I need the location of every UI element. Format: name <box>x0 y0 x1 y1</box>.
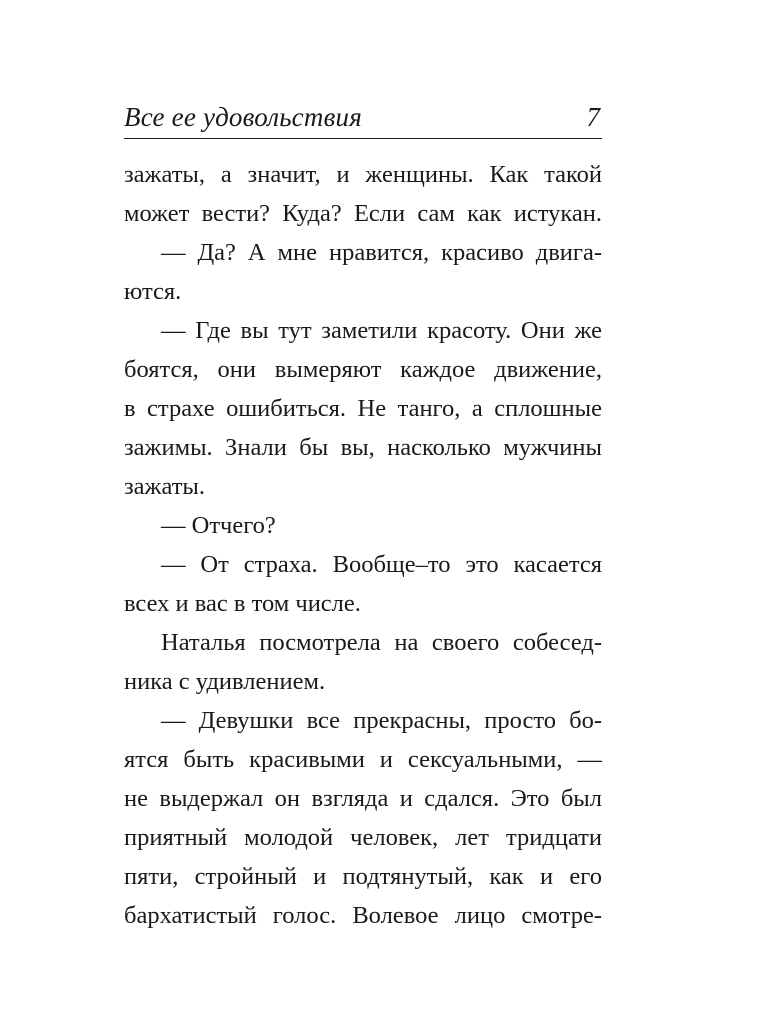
text-line: боятся, они вымеряют каждое движение, <box>124 356 602 383</box>
text-line: — От страха. Вообще–то это касается <box>161 551 602 578</box>
text-line: не выдержал он взгляда и сдался. Это был <box>124 785 602 812</box>
text-line: зажимы. Знали бы вы, насколько мужчины <box>124 434 602 461</box>
text-line: ника с удивлением. <box>124 668 326 695</box>
body-text <box>124 155 602 935</box>
text-line: зажаты, а значит, и женщины. Как такой <box>124 161 602 188</box>
running-title: Все ее удовольствия <box>124 102 362 132</box>
text-line: Наталья посмотрела на своего собесед- <box>161 629 602 656</box>
running-header <box>124 98 602 139</box>
text-line: — Где вы тут заметили красоту. Они же <box>161 317 602 344</box>
text-line: — Отчего? <box>161 512 276 539</box>
text-line: может вести? Куда? Если сам как истукан. <box>124 200 602 227</box>
text-line: в страхе ошибиться. Не танго, а сплошные <box>124 395 602 422</box>
text-line: приятный молодой человек, лет тридцати <box>124 824 602 851</box>
text-line: зажаты. <box>124 473 206 500</box>
text-line: ятся быть красивыми и сексуальными, — <box>124 746 602 773</box>
text-line: — Девушки все прекрасны, просто бо- <box>161 707 602 734</box>
text-line: пяти, стройный и подтянутый, как и его <box>124 863 602 890</box>
text-line: ются. <box>124 278 182 305</box>
text-line: — Да? А мне нравится, красиво двига- <box>161 239 602 266</box>
page-number: 7 <box>586 102 600 132</box>
text-line: всех и вас в том числе. <box>124 590 361 617</box>
text-line: бархатистый голос. Волевое лицо смотре- <box>124 902 602 929</box>
